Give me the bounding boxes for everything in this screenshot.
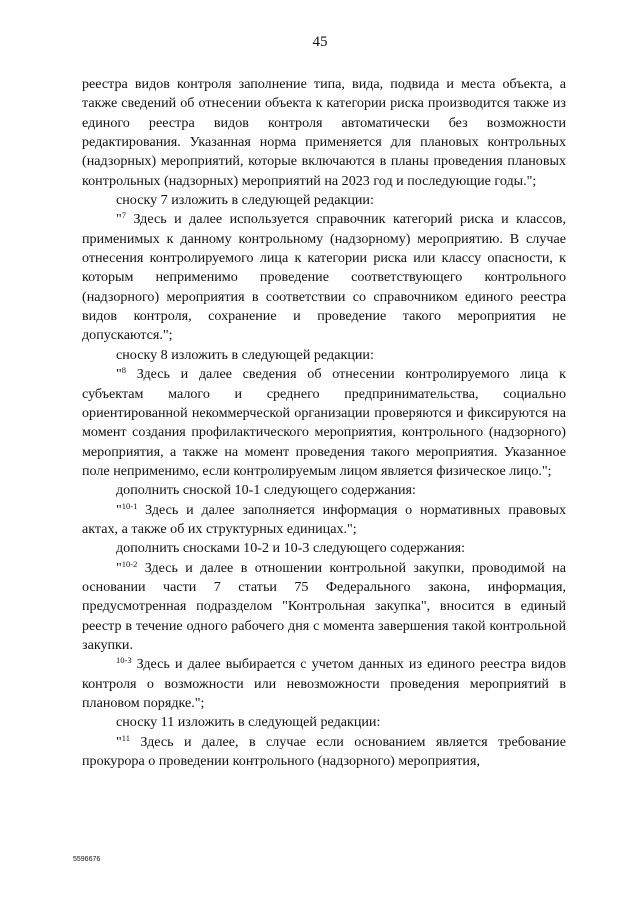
opening-quote: " [116,559,122,576]
paragraph-text: сноску 11 изложить в следующей редакции: [116,714,381,731]
opening-quote: " [116,366,122,383]
footnote-marker: 10-1 [121,500,138,511]
paragraph-instruction-footnote-8 [82,346,566,365]
document-code: 5596676 [73,856,101,863]
paragraph-text: Здесь и далее в отношении контрольной закупки, проводимой на основании части 7 статьи 75 Федерального закона, информация, предусмотренная подразделом "Контрольная закупка", вносится в единый реестр в течение одного рабочего дня с момента завершения такой контрольной закупки. [82,559,566,653]
paragraph-text: Здесь и далее заполняется информация о нормативных правовых актах, а также об их структурных единицах."; [82,501,566,537]
page-number: 45 [312,34,328,50]
paragraph-text: Здесь и далее, в случае если основанием является требование прокурора о проведении контрольного (надзорного) мероприятия, [82,733,566,770]
footnote-marker: 8 [121,365,127,376]
paragraph-text: Здесь и далее сведения об отнесении контролируемого лица к субъектам малого и среднего предпринимательства, социально ориентированной некоммерческой организации проверяются и фиксируются на момент создания профилактического мероприятия, контрольного (надзорного) мероприятия, а также на момент проведения такого мероприятия. Указанное поле неприменимо, если контролируемым лицом является физическое лицо."; [82,366,566,479]
paragraph-text: дополнить сносками 10-2 и 10-3 следующего содержания: [116,540,466,557]
footnote-marker: 10-3 [116,655,132,666]
paragraph-text: Здесь и далее выбирается с учетом данных из единого реестра видов контроля о возможности или невозможности проведения мероприятий в плановом порядке."; [82,656,566,711]
paragraph-instruction-footnotes-10-2-10-3 [82,539,566,558]
paragraph-text: реестра видов контроля заполнение типа, вида, подвида и места объекта, а также сведений об отнесении объекта к категории риска производится также из единого реестра видов контроля автоматически без возможности редактирования. Указанная норма применяется для плановых контрольных (надзорных) мероприятий, которые включаются в планы проведения плановых контрольных (надзорных) мероприятий на 2023 год и последующие годы."; [82,76,566,189]
document-body [82,75,566,771]
opening-quote: " [116,733,122,750]
paragraph-footnote-11 [82,733,566,772]
footnote-marker: 7 [121,210,127,221]
opening-quote: " [116,501,122,518]
paragraph-text: дополнить сноской 10-1 следующего содержания: [116,482,416,499]
paragraph-instruction-footnote-10-1 [82,481,566,500]
paragraph-continuation [82,75,566,191]
paragraph-text: Здесь и далее используется справочник категорий риска и классов, применимых к данному контрольному (надзорному) мероприятию. В случае отнесения контролируемого лица к категории риска или классу опасности, к которым неприменимо проведение соответствующего контрольного (надзорного) мероприятия в соответствии со справочником единого реестра видов контроля, сохранение и проведение такого мероприятия не допускаются."; [82,211,566,344]
paragraph-instruction-footnote-11 [82,713,566,732]
paragraph-instruction-footnote-7 [82,191,566,210]
paragraph-footnote-7 [82,210,566,345]
footnote-marker: 10-2 [121,558,138,569]
paragraph-text: сноску 8 изложить в следующей редакции: [116,346,374,363]
opening-quote: " [116,211,122,228]
paragraph-footnote-10-3 [82,655,566,713]
paragraph-footnote-10-2 [82,559,566,656]
footnote-marker: 11 [121,732,130,743]
paragraph-footnote-10-1 [82,501,566,540]
paragraph-text: сноску 7 изложить в следующей редакции: [116,192,374,209]
paragraph-footnote-8 [82,365,566,481]
